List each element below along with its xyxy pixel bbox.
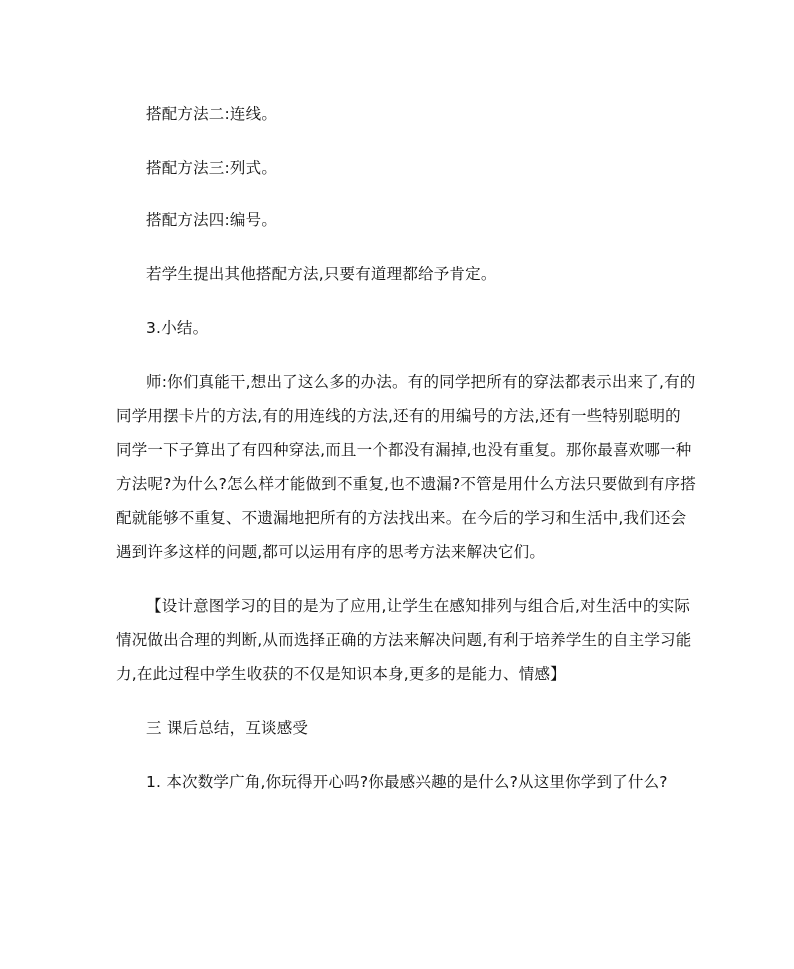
question-item-1: 1. 本次数学广角,你玩得开心吗?你最感兴趣的是什么?从这里你学到了什么?: [146, 773, 668, 791]
paragraph-method-two: 搭配方法二:连线。: [146, 105, 278, 123]
paragraph-teacher-line-5: 配就能够不重复、不遗漏地把所有的方法找出来。在今后的学习和生活中,我们还会: [116, 509, 687, 527]
paragraph-other-methods: 若学生提出其他搭配方法,只要有道理都给予肯定。: [146, 265, 497, 283]
section-summary-heading: 3.小结。: [146, 319, 209, 337]
paragraph-teacher-line-3: 同学一下子算出了有四种穿法,而且一个都没有漏掉,也没有重复。那你最喜欢哪一种: [116, 441, 692, 459]
paragraph-method-four: 搭配方法四:编号。: [146, 211, 278, 229]
section-three-heading: 三 课后总结，互谈感受: [146, 719, 309, 737]
paragraph-method-three: 搭配方法三:列式。: [146, 159, 278, 177]
paragraph-teacher-line-2: 同学用摆卡片的方法,有的用连线的方法,还有的用编号的方法,还有一些特别聪明的: [116, 407, 681, 425]
paragraph-design-intent-line-1: 【设计意图学习的目的是为了应用,让学生在感知排列与组合后,对生活中的实际: [146, 597, 691, 615]
paragraph-teacher-line-4: 方法呢?为什么?怎么样才能做到不重复,也不遗漏?不管是用什么方法只要做到有序搭: [116, 475, 696, 493]
paragraph-teacher-line-1: 师:你们真能干,想出了这么多的办法。有的同学把所有的穿法都表示出来了,有的: [146, 373, 696, 391]
paragraph-design-intent-line-2: 情况做出合理的判断,从而选择正确的方法来解决问题,有利于培养学生的自主学习能: [116, 631, 692, 649]
paragraph-design-intent-line-3: 力,在此过程中学生收获的不仅是知识本身,更多的是能力、情感】: [116, 665, 566, 683]
paragraph-teacher-line-6: 遇到许多这样的问题,都可以运用有序的思考方法来解决它们。: [116, 543, 546, 561]
